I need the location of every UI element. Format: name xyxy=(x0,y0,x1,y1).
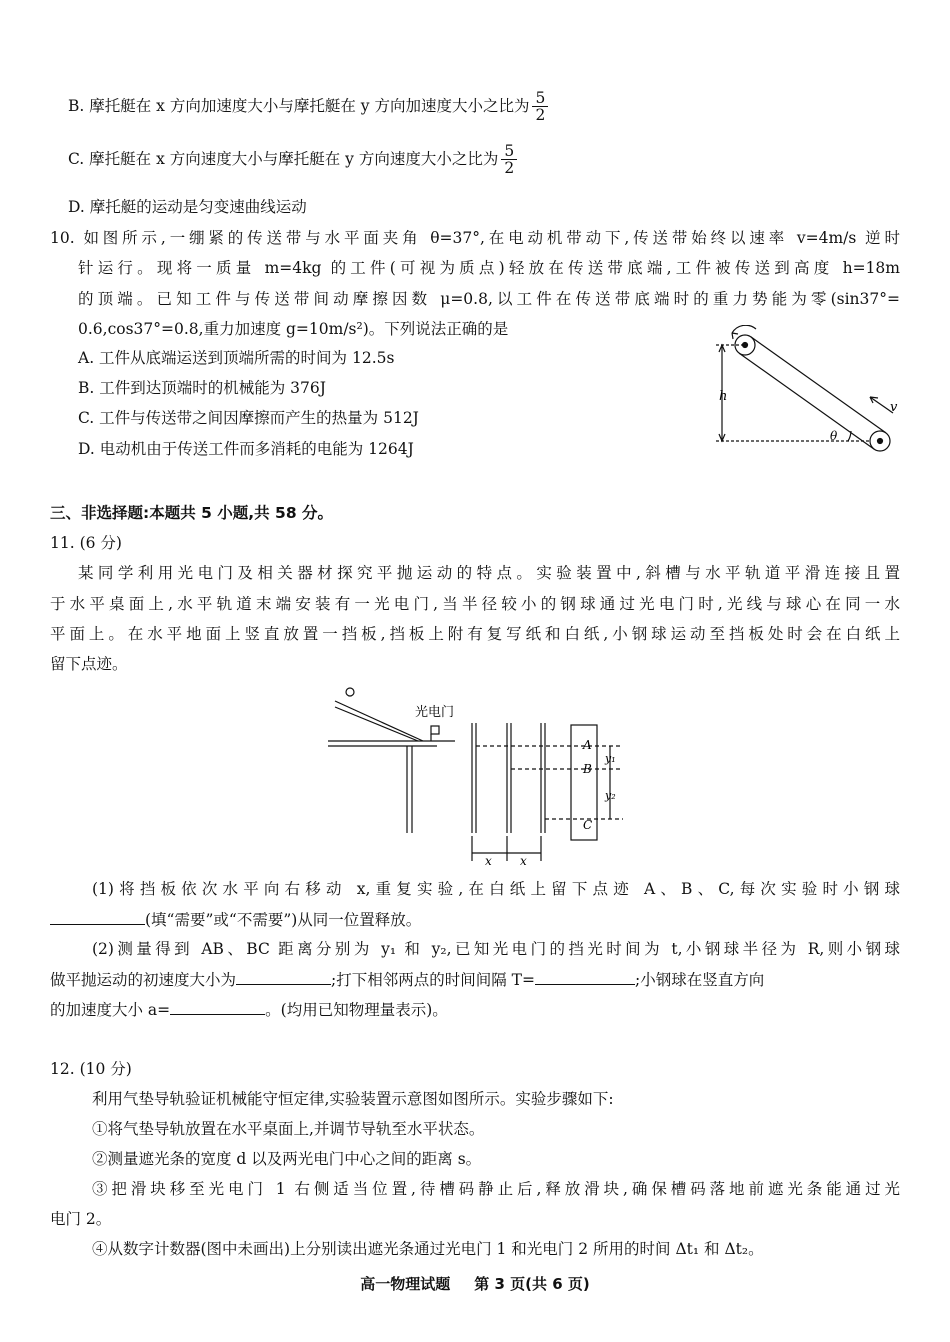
q11-sub-1-line-1: (1)将挡板依次水平向右移动 x,重复实验,在白纸上留下点迹 A、B、C,每次实验时小钢球 xyxy=(92,880,900,898)
q11-para-3: 平面上。在水平地面上竖直放置一挡板,挡板上附有复写纸和白纸,小钢球运动至挡板处时会在白纸上 xyxy=(50,625,900,643)
q12-heading: 12. (10 分) xyxy=(50,1060,132,1078)
label-x-2: x xyxy=(520,854,527,868)
q12-step-3-line-1: ③把滑块移至光电门 1 右侧适当位置,待槽码静止后,释放滑块,确保槽码落地前遮光条能通过光 xyxy=(92,1180,900,1198)
answer-blank[interactable] xyxy=(170,1000,265,1015)
q11-para-1: 某同学利用光电门及相关器材探究平抛运动的特点。实验装置中,斜槽与水平轨道平滑连接且置 xyxy=(78,564,900,582)
q9-option-d: D. 摩托艇的运动是匀变速曲线运动 xyxy=(68,198,307,216)
projectile-apparatus-diagram xyxy=(325,683,625,868)
answer-blank[interactable] xyxy=(236,970,331,985)
page-footer xyxy=(0,1275,950,1293)
label-v: v xyxy=(890,400,898,415)
footer-page-number: 第 3 页(共 6 页) xyxy=(474,1275,590,1293)
fraction: $\frac{5}{2}$ xyxy=(532,90,548,124)
label-b: B xyxy=(583,762,592,776)
q11-sub-2-line-2: 做平抛运动的初速度大小为 ;打下相邻两点的时间间隔 T= ;小钢球在竖直方向 xyxy=(50,971,765,989)
q11-heading: 11. (6 分) xyxy=(50,534,122,552)
label-a: A xyxy=(583,738,592,752)
q11-sub-2-line-3: 的加速度大小 a= 。(均用已知物理量表示)。 xyxy=(50,1001,448,1019)
conveyor-belt-diagram xyxy=(700,325,910,460)
label-x-1: x xyxy=(485,854,492,868)
q11-para-2: 于水平桌面上,水平轨道末端安装有一光电门,当半径较小的钢球通过光电门时,光线与球心在同一水 xyxy=(50,595,900,613)
q12-para-1: 利用气垫导轨验证机械能守恒定律,实验装置示意图如图所示。实验步骤如下: xyxy=(92,1090,614,1108)
belt-upper-edge xyxy=(751,337,886,433)
q12-step-1: ①将气垫导轨放置在水平桌面上,并调节导轨至水平状态。 xyxy=(92,1120,485,1138)
q10-line-2: 针运行。现将一质量 m=4kg 的工件(可视为质点)轻放在传送带底端,工件被传送到高度 h=18m xyxy=(78,259,900,277)
rotation-arrow xyxy=(732,325,756,333)
ramp xyxy=(335,701,423,741)
label-theta: θ xyxy=(830,429,838,443)
q10-line-3: 的顶端。已知工件与传送带间动摩擦因数 μ=0.8,以工件在传送带底端时的重力势能为零(sin37°= xyxy=(78,290,900,308)
q9-option-b: B. 摩托艇在 x 方向加速度大小与摩托艇在 y 方向加速度大小之比为 $\frac{5}{2}$ xyxy=(68,90,548,124)
photogate xyxy=(431,726,439,734)
q11-para-4: 留下点迹。 xyxy=(50,655,128,673)
q11-sub-1-line-2: (填“需要”或“不需要”)从同一位置释放。 xyxy=(50,910,421,930)
q12-step-4: ④从数字计数器(图中未画出)上分别读出遮光条通过光电门 1 和光电门 2 所用的时间 Δt₁ 和 Δt₂。 xyxy=(92,1240,764,1258)
answer-blank[interactable] xyxy=(535,970,635,985)
q11-sub-2-line-1: (2)测量得到 AB、BC 距离分别为 y₁ 和 y₂,已知光电门的挡光时间为 t,小钢球半径为 R,则小钢球 xyxy=(92,940,900,958)
fraction: $\frac{5}{2}$ xyxy=(501,143,517,177)
q10-option-b: B. 工件到达顶端时的机械能为 376J xyxy=(78,379,326,397)
q12-step-3-line-2: 电门 2。 xyxy=(50,1210,112,1228)
label-y1: y₁ xyxy=(605,752,616,765)
belt-lower-edge xyxy=(739,353,874,449)
q10-option-d: D. 电动机由于传送工件而多消耗的电能为 1264J xyxy=(78,440,414,458)
q10-option-a: A. 工件从底端运送到顶端所需的时间为 12.5s xyxy=(78,349,395,367)
section-title: 三、非选择题:本题共 5 小题,共 58 分。 xyxy=(50,504,334,522)
footer-subject: 高一物理试题 xyxy=(360,1275,451,1293)
q12-step-2: ②测量遮光条的宽度 d 以及两光电门中心之间的距离 s。 xyxy=(92,1150,482,1168)
q10-line-4: 0.6,cos37°=0.8,重力加速度 g=10m/s²)。下列说法正确的是 xyxy=(78,320,509,338)
q10-line-1: 10. 如图所示,一绷紧的传送带与水平面夹角 θ=37°,在电动机带动下,传送带始终以速率 v=4m/s 逆时 xyxy=(50,229,900,247)
label-photogate: 光电门 xyxy=(415,705,455,720)
q10-option-c: C. 工件与传送带之间因摩擦而产生的热量为 512J xyxy=(78,409,419,427)
steel-ball xyxy=(346,688,354,696)
label-y2: y₂ xyxy=(605,789,616,802)
label-h: h xyxy=(719,389,728,404)
q9-option-c: C. 摩托艇在 x 方向速度大小与摩托艇在 y 方向速度大小之比为 $\frac{5}{2}$ xyxy=(68,143,517,177)
answer-blank[interactable] xyxy=(50,910,145,925)
label-c: C xyxy=(583,818,593,832)
